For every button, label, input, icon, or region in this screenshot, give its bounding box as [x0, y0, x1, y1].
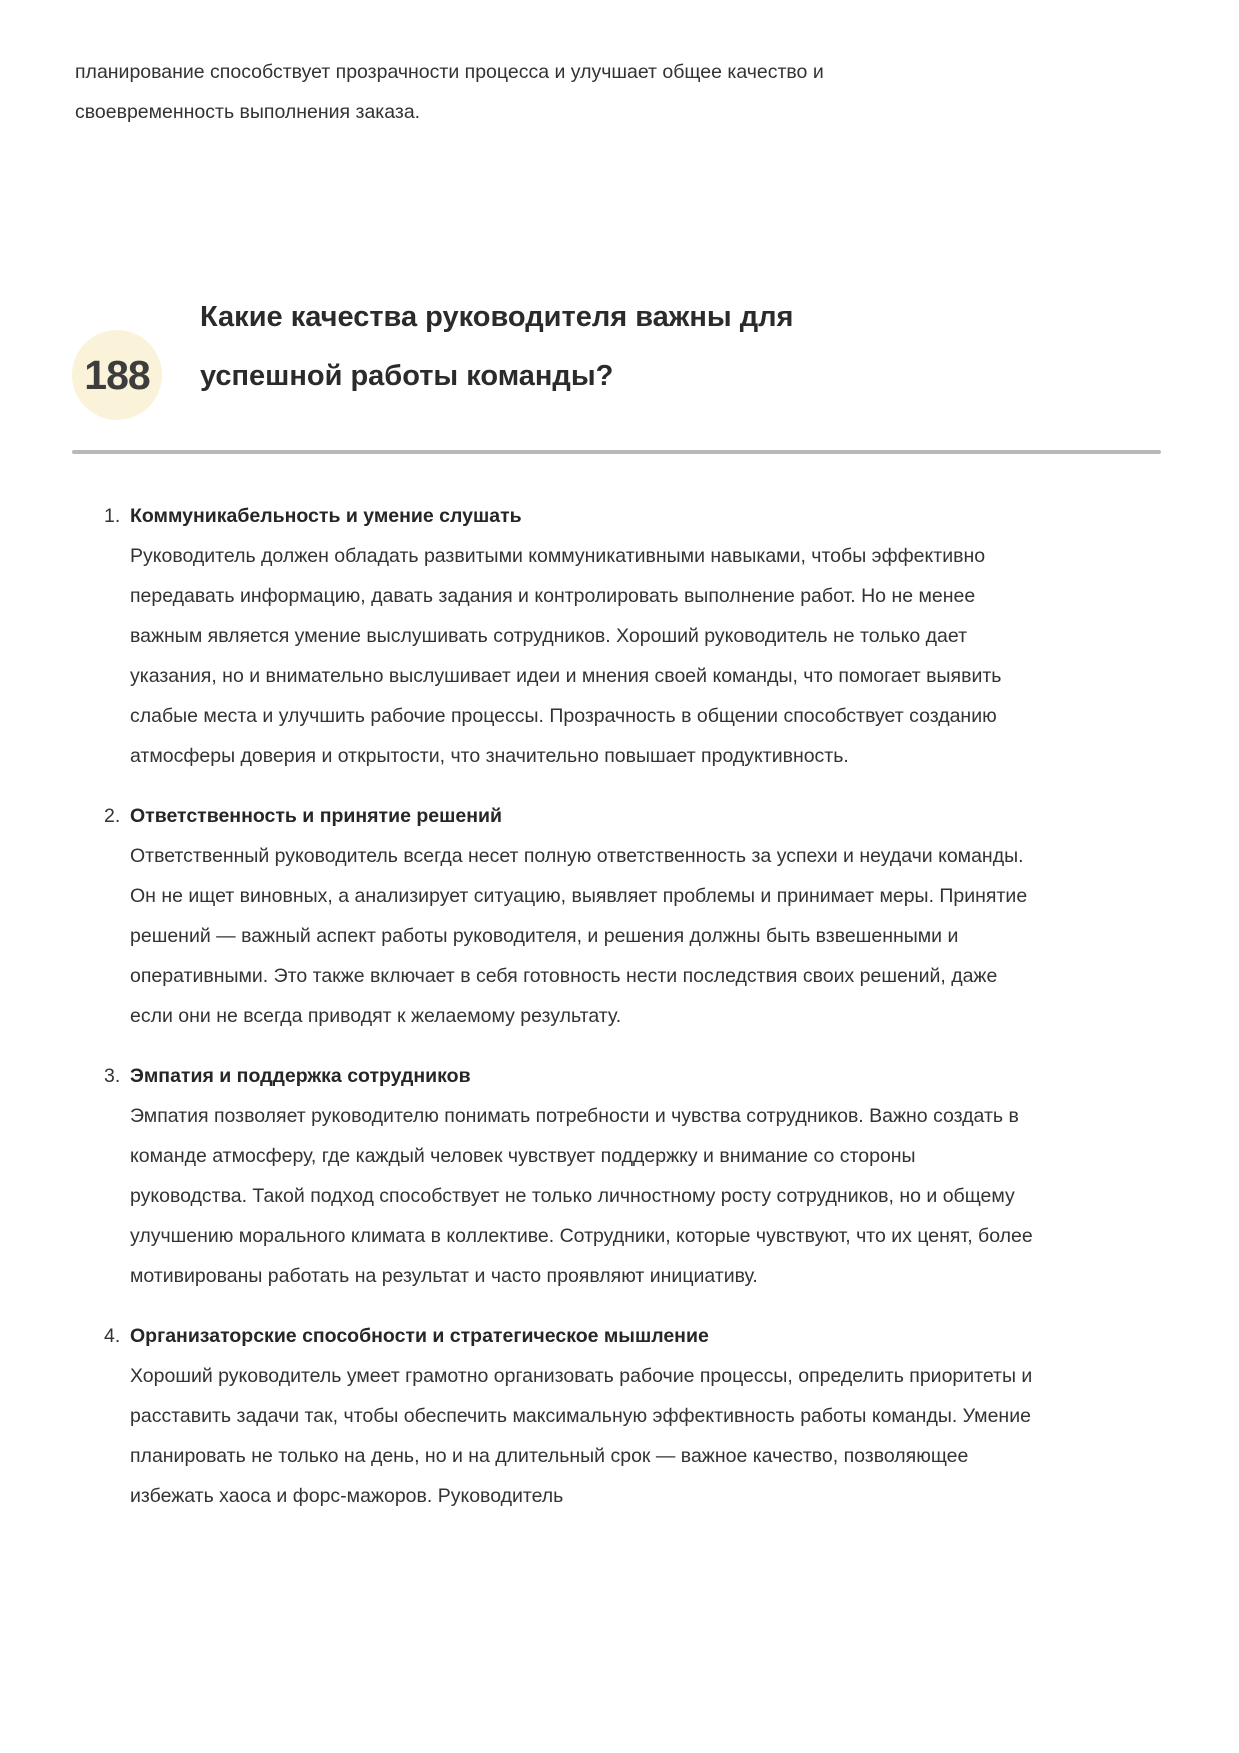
- question-number-badge: [72, 330, 162, 420]
- item-body: Хороший руководитель умеет грамотно организовать рабочие процессы, определить приоритеты и расставить задачи так, чтобы обеспечить максимальную эффективность работы команды. Умение планировать не только на день, но и на длительный срок — важное качество, позволяющее избежать хаоса и форс-мажоров. Руководитель: [130, 1365, 1033, 1507]
- item-content: [130, 1316, 1035, 1516]
- item-marker: 2.: [104, 805, 121, 827]
- answer-list: [0, 496, 1239, 1516]
- item-body: Ответственный руководитель всегда несет полную ответственность за успехи и неудачи команды. Он не ищет виновных, а анализирует ситуацию, выявляет проблемы и принимает меры. Принятие решений — важный аспект работы руководителя, и решения должны быть взвешенными и оперативными. Это также включает в себя готовность нести последствия своих решений, даже если они не всегда приводят к желаемому результату.: [130, 845, 1028, 1027]
- list-item: [104, 796, 1239, 1036]
- item-content: [130, 496, 1035, 776]
- item-body: Эмпатия позволяет руководителю понимать потребности и чувства сотрудников. Важно создать в команде атмосферу, где каждый человек чувствует поддержку и внимание со стороны руководства. Такой подход способствует не только личностному росту сотрудников, но и общему улучшению морального климата в коллективе. Сотрудники, которые чувствуют, что их ценят, более мотивированы работать на результат и часто проявляют инициативу.: [130, 1105, 1033, 1287]
- item-body: Руководитель должен обладать развитыми коммуникативными навыками, чтобы эффективно передавать информацию, давать задания и контролировать выполнение работ. Но не менее важным является умение выслушивать сотрудников. Хороший руководитель не только дает указания, но и внимательно выслушивает идеи и мнения своей команды, что помогает выявить слабые места и улучшить рабочие процессы. Прозрачность в общении способствует созданию атмосферы доверия и открытости, что значительно повышает продуктивность.: [130, 545, 1002, 767]
- question-header: [72, 294, 1239, 420]
- list-item: [104, 1316, 1239, 1516]
- list-item: [104, 1056, 1239, 1296]
- item-marker: 3.: [104, 1065, 121, 1087]
- item-content: [130, 1056, 1035, 1296]
- item-title: Эмпатия и поддержка сотрудников: [130, 1065, 471, 1087]
- item-title: Организаторские способности и стратегическое мышление: [130, 1325, 709, 1347]
- intro-paragraph: планирование способствует прозрачности процесса и улучшает общее качество и своевременность выполнения заказа.: [75, 61, 824, 123]
- item-marker: 4.: [104, 1325, 121, 1347]
- item-title: Ответственность и принятие решений: [130, 805, 502, 827]
- list-item: [104, 496, 1239, 776]
- item-marker: 1.: [104, 505, 121, 527]
- item-title: Коммуникабельность и умение слушать: [130, 505, 522, 527]
- section-divider: [72, 450, 1161, 454]
- question-title: Какие качества руководителя важны для успешной работы команды?: [200, 301, 794, 392]
- item-content: [130, 796, 1035, 1036]
- question-number: 188: [84, 351, 150, 398]
